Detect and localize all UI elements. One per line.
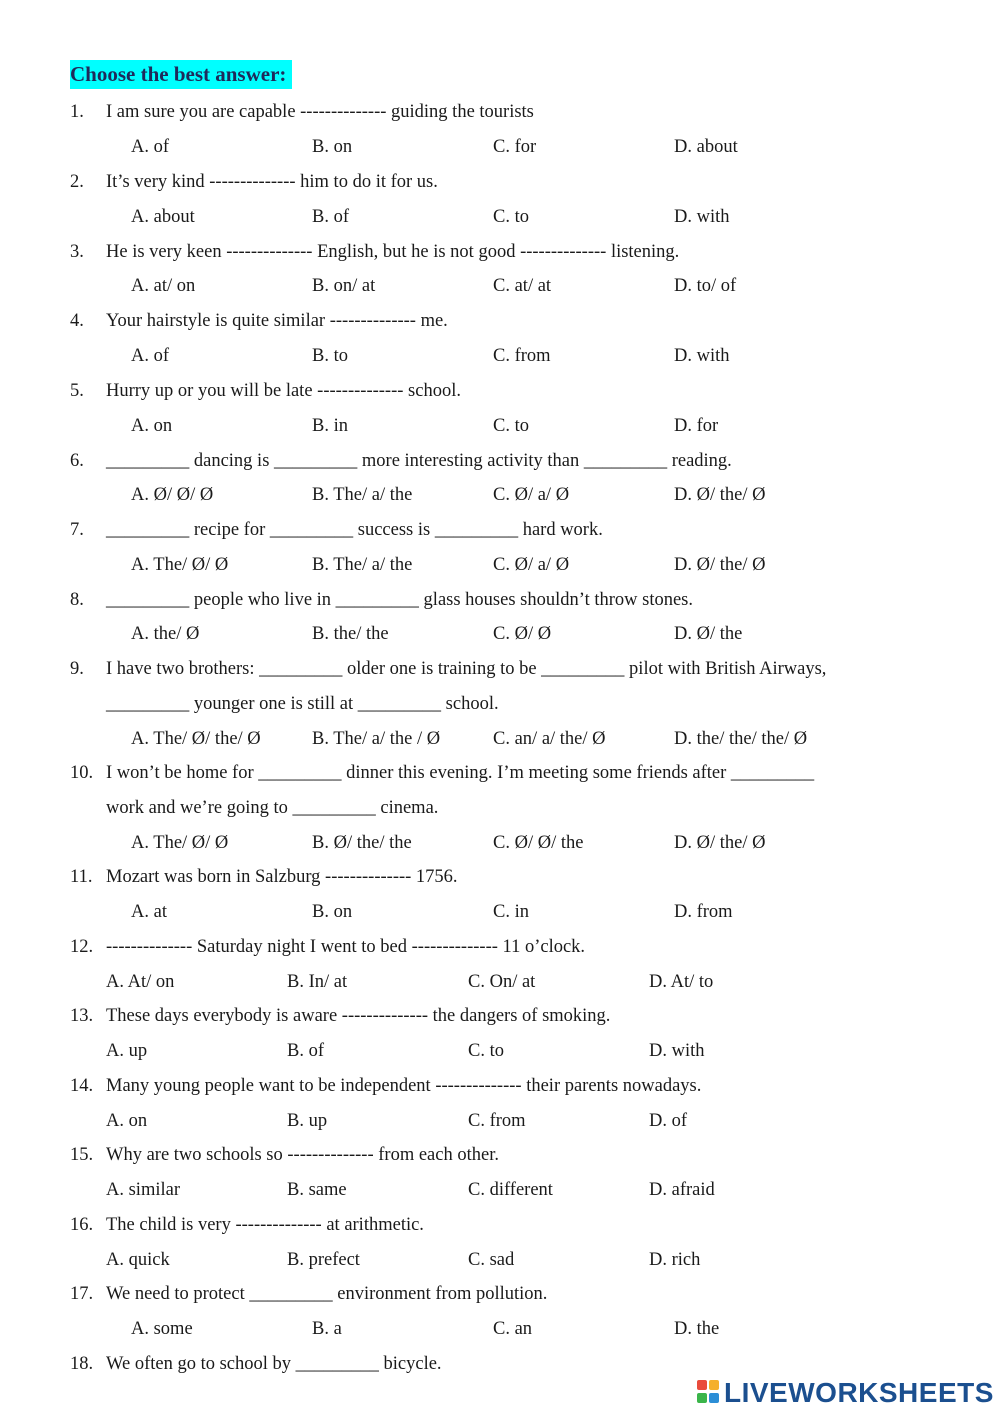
option-d[interactable]: D. Ø/ the — [674, 624, 743, 644]
answer-options — [131, 344, 891, 368]
question-number: 16. — [70, 1215, 94, 1235]
question-number: 10. — [70, 763, 94, 783]
answer-options — [131, 727, 891, 751]
question-number: 8. — [70, 590, 84, 610]
question-text: I am sure you are capable -------------- guiding the tourists — [106, 102, 534, 122]
answer-options — [106, 1248, 866, 1272]
option-b[interactable]: B. The/ a/ the / Ø — [312, 729, 441, 749]
question-number: 11. — [70, 867, 93, 887]
option-c[interactable]: C. different — [468, 1180, 553, 1200]
option-a[interactable]: A. similar — [106, 1180, 180, 1200]
option-a[interactable]: A. some — [131, 1319, 193, 1339]
option-b[interactable]: B. The/ a/ the — [312, 555, 413, 575]
question-text: We need to protect _________ environment from pollution. — [106, 1284, 548, 1304]
question-text: The child is very -------------- at arithmetic. — [106, 1215, 424, 1235]
question-2 — [70, 170, 438, 194]
answer-options — [131, 483, 891, 507]
option-c[interactable]: C. from — [493, 346, 551, 366]
option-d[interactable]: D. the/ the/ the/ Ø — [674, 729, 808, 749]
option-b[interactable]: B. of — [287, 1041, 324, 1061]
option-c[interactable]: C. from — [468, 1111, 526, 1131]
answer-options — [131, 622, 891, 646]
question-5 — [70, 379, 461, 403]
question-number: 3. — [70, 242, 84, 262]
question-11 — [70, 865, 458, 889]
question-14 — [70, 1074, 701, 1098]
question-9 — [70, 657, 826, 681]
answer-options — [131, 900, 891, 924]
question-number: 14. — [70, 1076, 94, 1096]
question-number: 15. — [70, 1145, 94, 1165]
question-7 — [70, 518, 603, 542]
question-text: _________ dancing is _________ more interesting activity than _________ reading. — [106, 451, 732, 471]
question-3 — [70, 240, 679, 264]
option-d[interactable]: D. Ø/ the/ Ø — [674, 833, 766, 853]
option-b[interactable]: B. The/ a/ the — [312, 485, 413, 505]
option-c[interactable]: C. Ø/ Ø/ the — [493, 833, 584, 853]
option-a[interactable]: A. The/ Ø/ Ø — [131, 833, 229, 853]
question-text: It’s very kind -------------- him to do it for us. — [106, 172, 438, 192]
question-text: He is very keen -------------- English, but he is not good -------------- listening. — [106, 242, 680, 262]
question-number: 6. — [70, 451, 84, 471]
option-b[interactable]: B. in — [312, 416, 348, 436]
question-8 — [70, 588, 693, 612]
answer-options — [131, 205, 891, 229]
question-text: We often go to school by _________ bicycle. — [106, 1354, 442, 1374]
question-number: 5. — [70, 381, 84, 401]
option-a[interactable]: A. at/ on — [131, 276, 196, 296]
option-d[interactable]: D. from — [674, 902, 733, 922]
option-d[interactable]: D. about — [674, 137, 738, 157]
answer-options — [106, 970, 866, 994]
answer-options — [106, 1109, 866, 1133]
option-d[interactable]: D. Ø/ the/ Ø — [674, 555, 766, 575]
question-text: I have two brothers: _________ older one is training to be _________ pilot with British Airways, — [106, 659, 827, 679]
option-a[interactable]: A. up — [106, 1041, 148, 1061]
option-a[interactable]: A. of — [131, 137, 170, 157]
option-d[interactable]: D. for — [674, 416, 719, 436]
option-a[interactable]: A. quick — [106, 1250, 170, 1270]
option-c[interactable]: C. in — [493, 902, 529, 922]
option-b[interactable]: B. on/ at — [312, 276, 376, 296]
question-18 — [70, 1352, 442, 1376]
question-13 — [70, 1004, 610, 1028]
question-15 — [70, 1143, 499, 1167]
option-b[interactable]: B. of — [312, 207, 349, 227]
question-text: _________ people who live in _________ glass houses shouldn’t throw stones. — [106, 590, 694, 610]
question-text: Hurry up or you will be late -------------- school. — [106, 381, 461, 401]
answer-options — [131, 831, 891, 855]
question-text: Many young people want to be independent -------------- their parents nowadays. — [106, 1076, 702, 1096]
option-c[interactable]: C. for — [493, 137, 537, 157]
question-number: 13. — [70, 1006, 94, 1026]
option-b[interactable]: B. Ø/ the/ the — [312, 833, 412, 853]
option-d[interactable]: D. with — [674, 346, 730, 366]
question-6 — [70, 449, 732, 473]
question-text: Your hairstyle is quite similar -------------- me. — [106, 311, 448, 331]
option-c[interactable]: C. an/ a/ the/ Ø — [493, 729, 606, 749]
option-c[interactable]: C. to — [493, 416, 529, 436]
option-b[interactable]: B. a — [312, 1319, 342, 1339]
option-b[interactable]: B. up — [287, 1111, 328, 1131]
question-number: 2. — [70, 172, 84, 192]
question-text-continued: _________ younger one is still at _________ school. — [106, 694, 499, 714]
answer-options — [131, 274, 891, 298]
question-1 — [70, 100, 534, 124]
option-a[interactable]: A. on — [106, 1111, 148, 1131]
option-d[interactable]: D. afraid — [649, 1180, 715, 1200]
question-text: These days everybody is aware -------------- the dangers of smoking. — [106, 1006, 611, 1026]
option-a[interactable]: A. about — [131, 207, 195, 227]
option-d[interactable]: D. Ø/ the/ Ø — [674, 485, 766, 505]
option-c[interactable]: C. at/ at — [493, 276, 552, 296]
option-c[interactable]: C. to — [493, 207, 529, 227]
question-4 — [70, 309, 448, 333]
question-number: 12. — [70, 937, 94, 957]
option-d[interactable]: D. rich — [649, 1250, 701, 1270]
option-a[interactable]: A. The/ Ø/ the/ Ø — [131, 729, 261, 749]
question-number: 18. — [70, 1354, 94, 1374]
option-a[interactable]: A. The/ Ø/ Ø — [131, 555, 229, 575]
question-12 — [70, 935, 585, 959]
answer-options — [106, 1039, 866, 1063]
option-b[interactable]: B. prefect — [287, 1250, 360, 1270]
option-b[interactable]: B. on — [312, 137, 353, 157]
option-b[interactable]: B. In/ at — [287, 972, 348, 992]
question-10 — [70, 761, 814, 785]
liveworksheets-logo-text: LIVEWORKSHEETS — [724, 1377, 994, 1408]
option-d[interactable]: D. the — [674, 1319, 720, 1339]
question-16 — [70, 1213, 424, 1237]
option-b[interactable]: B. same — [287, 1180, 347, 1200]
option-a[interactable]: A. at — [131, 902, 167, 922]
option-a[interactable]: A. Ø/ Ø/ Ø — [131, 485, 214, 505]
question-17 — [70, 1282, 547, 1306]
option-c[interactable]: C. sad — [468, 1250, 515, 1270]
option-c[interactable]: C. Ø/ a/ Ø — [493, 485, 570, 505]
question-number: 9. — [70, 659, 84, 679]
option-d[interactable]: D. to/ of — [674, 276, 737, 296]
question-text: _________ recipe for _________ success is _________ hard work. — [106, 520, 603, 540]
answer-options — [106, 1178, 866, 1202]
option-b[interactable]: B. to — [312, 346, 348, 366]
question-text: Why are two schools so -------------- from each other. — [106, 1145, 499, 1165]
answer-options — [131, 414, 891, 438]
option-d[interactable]: D. At/ to — [649, 972, 714, 992]
option-b[interactable]: B. on — [312, 902, 353, 922]
option-d[interactable]: D. with — [674, 207, 730, 227]
liveworksheets-logo-icon — [697, 1380, 721, 1406]
question-number: 4. — [70, 311, 84, 331]
option-c[interactable]: C. Ø/ a/ Ø — [493, 555, 570, 575]
option-c[interactable]: C. to — [468, 1041, 504, 1061]
question-number: 7. — [70, 520, 84, 540]
question-number: 1. — [70, 102, 84, 122]
option-a[interactable]: A. At/ on — [106, 972, 175, 992]
liveworksheets-logo[interactable] — [697, 1376, 997, 1410]
question-text: Mozart was born in Salzburg -------------- 1756. — [106, 867, 458, 887]
option-a[interactable]: A. on — [131, 416, 173, 436]
answer-options — [131, 1317, 891, 1341]
answer-options — [131, 135, 891, 159]
option-a[interactable]: A. the/ Ø — [131, 624, 200, 644]
option-b[interactable]: B. the/ the — [312, 624, 389, 644]
answer-options — [131, 553, 891, 577]
option-c[interactable]: C. On/ at — [468, 972, 536, 992]
option-d[interactable]: D. with — [649, 1041, 705, 1061]
question-text: -------------- Saturday night I went to bed -------------- 11 o’clock. — [106, 937, 586, 957]
question-text: I won’t be home for _________ dinner this evening. I’m meeting some friends after _________ — [106, 763, 815, 783]
worksheet-heading: Choose the best answer: — [70, 60, 292, 89]
question-text-continued: work and we’re going to _________ cinema. — [106, 798, 439, 818]
question-number: 17. — [70, 1284, 94, 1304]
option-d[interactable]: D. of — [649, 1111, 688, 1131]
option-c[interactable]: C. an — [493, 1319, 533, 1339]
option-a[interactable]: A. of — [131, 346, 170, 366]
option-c[interactable]: C. Ø/ Ø — [493, 624, 552, 644]
